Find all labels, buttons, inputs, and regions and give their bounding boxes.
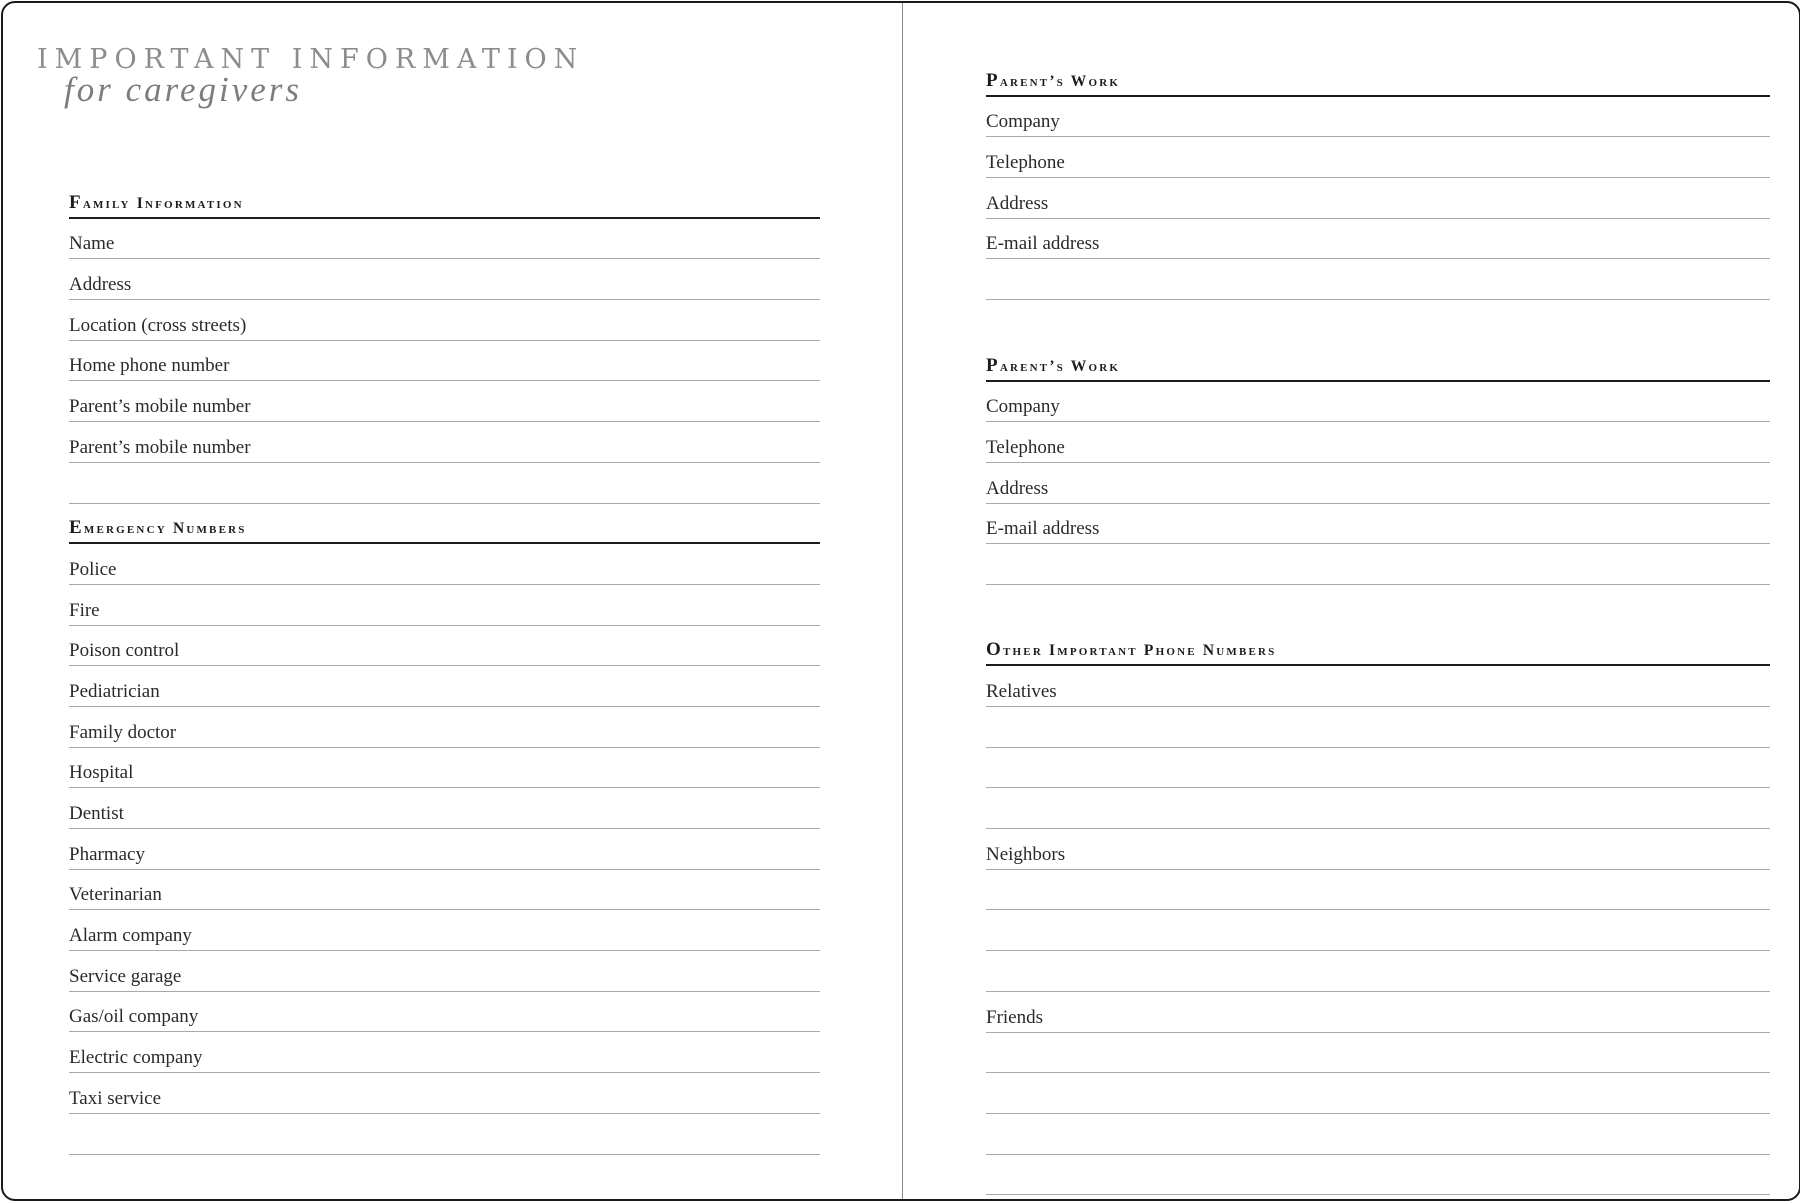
row-label: Address [986,192,1049,214]
row-label: Neighbors [986,843,1066,865]
form-row-address[interactable] [986,463,1770,504]
form-row-blank[interactable] [986,259,1770,300]
form-row-relatives[interactable] [986,666,1770,707]
row-label: Location (cross streets) [69,314,247,336]
row-label: Company [986,396,1060,418]
right-column [986,56,1770,1201]
section-gap [986,585,1770,626]
form-row-address[interactable] [69,259,820,300]
form-row-telephone[interactable] [986,137,1770,178]
form-row-home-phone[interactable] [69,341,820,382]
row-label: Poison control [69,640,180,662]
row-label: Parent’s mobile number [69,436,251,458]
row-label: Hospital [69,762,134,784]
form-row-blank[interactable] [986,748,1770,789]
section-gap [986,300,1770,341]
form-row-blank[interactable] [986,870,1770,911]
row-label: Telephone [986,152,1065,174]
form-row-fire[interactable] [69,585,820,626]
section-heading-label: Parent’s Work [986,354,1121,376]
left-column [69,178,820,1155]
form-page [1,1,1800,1201]
form-row-blank[interactable] [986,1033,1770,1074]
section-heading-label: Family Information [69,191,244,213]
row-label: Relatives [986,681,1057,702]
section-heading-label: Emergency Numbers [69,517,247,539]
row-label: Alarm company [69,925,192,947]
form-row-hospital[interactable] [69,748,820,789]
form-row-blank[interactable] [69,1114,820,1155]
form-row-blank[interactable] [69,463,820,504]
form-row-blank[interactable] [986,1114,1770,1155]
row-label: Home phone number [69,355,230,377]
row-label: Address [69,274,132,296]
form-row-gas-oil-company[interactable] [69,992,820,1033]
form-row-taxi-service[interactable] [69,1073,820,1114]
form-row-family-doctor[interactable] [69,707,820,748]
section-heading-label: Other Important Phone Numbers [986,639,1277,661]
page-title [37,43,584,107]
section-heading-label: Parent’s Work [986,69,1121,91]
row-label: Telephone [986,436,1065,458]
form-row-parent-mobile-1[interactable] [69,381,820,422]
row-label: Company [986,111,1060,133]
section-heading-parents-work-2 [986,341,1770,382]
row-label: Gas/oil company [69,1006,199,1028]
form-row-blank[interactable] [986,951,1770,992]
form-row-pediatrician[interactable] [69,666,820,707]
row-label: E-mail address [986,518,1100,540]
row-label: Friends [986,1006,1043,1028]
row-label: Veterinarian [69,884,162,906]
row-label: Taxi service [69,1087,162,1109]
row-label: Pediatrician [69,680,160,702]
form-row-address[interactable] [986,178,1770,219]
form-row-police[interactable] [69,544,820,585]
form-row-blank[interactable] [986,1155,1770,1196]
section-heading-parents-work-1 [986,56,1770,97]
form-row-name[interactable] [69,219,820,260]
book-spine [902,3,903,1199]
title-subtitle: for caregivers [64,70,303,109]
section-heading-family-information [69,178,820,219]
title-main: IMPORTANT INFORMATION [37,44,585,75]
row-label: Police [69,558,117,580]
row-label: E-mail address [986,233,1100,255]
section-heading-other-phone-numbers [986,626,1770,667]
row-label: Address [986,477,1049,499]
row-label: Service garage [69,965,182,987]
form-row-parent-mobile-2[interactable] [69,422,820,463]
form-row-neighbors[interactable] [986,829,1770,870]
form-row-friends[interactable] [986,992,1770,1033]
form-row-email-address[interactable] [986,504,1770,545]
form-row-service-garage[interactable] [69,951,820,992]
row-label: Parent’s mobile number [69,396,251,418]
form-row-veterinarian[interactable] [69,870,820,911]
form-row-telephone[interactable] [986,422,1770,463]
form-row-dentist[interactable] [69,788,820,829]
form-row-blank[interactable] [986,788,1770,829]
form-row-alarm-company[interactable] [69,910,820,951]
row-label: Electric company [69,1047,203,1069]
form-row-location[interactable] [69,300,820,341]
form-row-poison-control[interactable] [69,626,820,667]
form-row-company[interactable] [986,382,1770,423]
row-label: Name [69,233,115,255]
form-row-blank[interactable] [986,1195,1770,1201]
form-row-blank[interactable] [986,544,1770,585]
form-row-company[interactable] [986,97,1770,138]
form-row-pharmacy[interactable] [69,829,820,870]
section-heading-emergency-numbers [69,504,820,545]
row-label: Family doctor [69,721,177,743]
row-label: Fire [69,599,100,621]
row-label: Pharmacy [69,843,145,865]
form-row-email-address[interactable] [986,219,1770,260]
form-row-blank[interactable] [986,910,1770,951]
row-label: Dentist [69,803,124,824]
form-row-electric-company[interactable] [69,1032,820,1073]
form-row-blank[interactable] [986,707,1770,748]
form-row-blank[interactable] [986,1073,1770,1114]
